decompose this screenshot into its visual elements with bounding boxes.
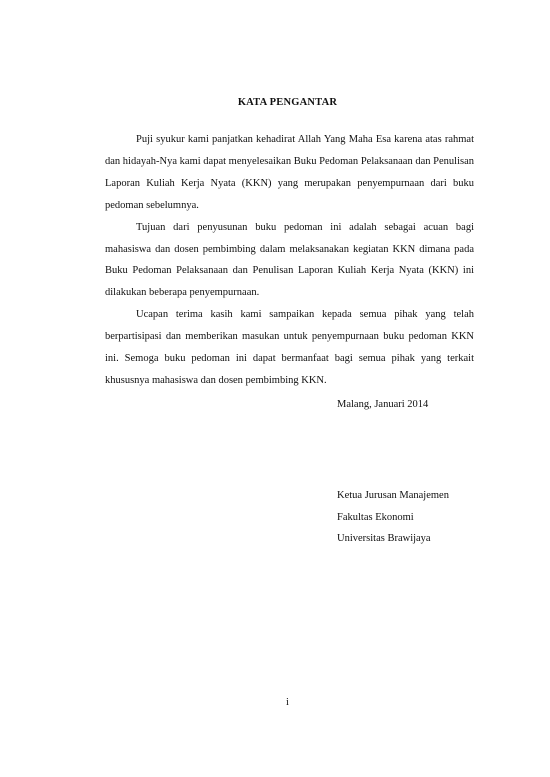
signature-position: Ketua Jurusan Manajemen <box>337 490 449 501</box>
signature-faculty: Fakultas Ekonomi <box>337 511 414 523</box>
paragraph-3: Ucapan terima kasih kami sampaikan kepada semua pihak yang telah berpartisipasi dan memberikan masukan untuk penyempurnaan buku pedoman KKN ini. Semoga buku pedoman ini dapat bermanfaat bagi semua pihak yang terkait khususnya mahasiswa dan dosen pembimbing KKN. <box>105 309 474 386</box>
page-number: i <box>286 697 289 708</box>
paragraph-2: Tujuan dari penyusunan buku pedoman ini adalah sebagai acuan bagi mahasiswa dan dosen pembimbing dalam melaksanakan kegiatan KKN dimana pada Buku Pedoman Pelaksanaan dan Penulisan Laporan Kuliah Kerja Nyata (KKN) ini dilakukan beberapa penyempurnaan. <box>105 221 474 299</box>
signature-university: Universitas Brawijaya <box>337 533 431 544</box>
paragraph-1: Puji syukur kami panjatkan kehadirat Allah Yang Maha Esa karena atas rahmat dan hidayah-Nya kami dapat menyelesaikan Buku Pedoman Pelaksanaan dan Penulisan Laporan Kuliah Kerja Nyata (KKN) yang merupakan penyempurnaan dari buku pedoman sebelumnya. <box>105 134 474 211</box>
preface-body <box>105 129 474 392</box>
signature-block <box>337 485 449 550</box>
page-title: KATA PENGANTAR <box>237 97 338 108</box>
place-date: Malang, Januari 2014 <box>337 399 429 410</box>
